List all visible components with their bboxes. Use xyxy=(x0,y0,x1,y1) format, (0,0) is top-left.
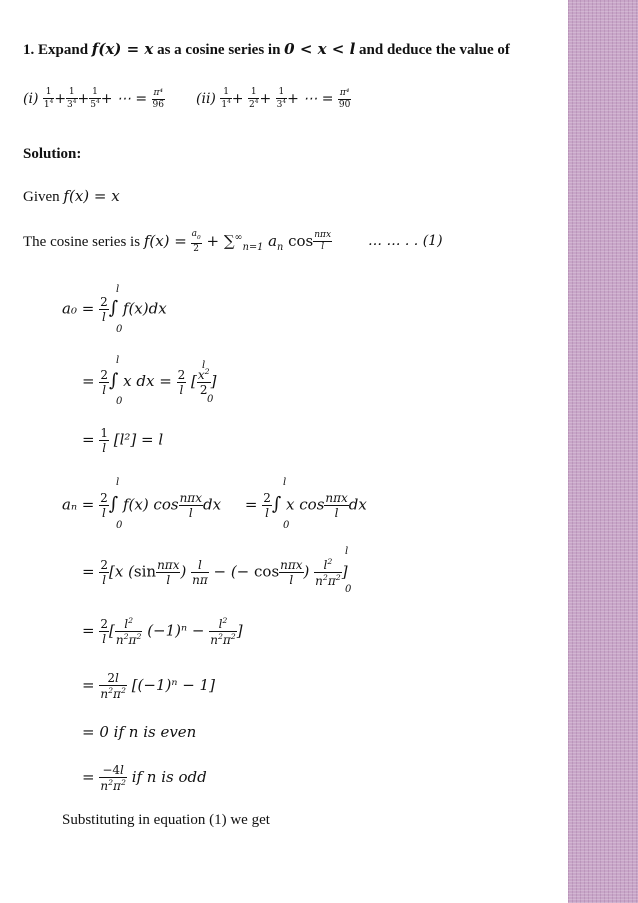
an-step-2: = $\frac{2}{l}$ [x (sin $\frac{\text{nπx}}{l}$ ) $\frac{l}{n\pi}$ − (− cos $\frac{\text{nπx}}{l}$ ) $\frac{l^2}{n^2\pi^2}$ ] xyxy=(82,557,348,588)
part-i-result-den: 96 xyxy=(152,99,164,110)
given-line xyxy=(23,187,120,206)
an-integrand-x: x cos xyxy=(286,495,325,514)
part-ii-result-num: π⁴ xyxy=(339,87,350,98)
part-ii-label: (ii) xyxy=(196,91,216,107)
a0-integrand-x: x dx = xyxy=(123,372,172,390)
question-number: 1. xyxy=(23,42,35,58)
an-step-4-bracket: [(−1)ⁿ − 1] xyxy=(131,676,215,694)
an-odd: = $\frac{-4l}{n^2\pi^2}$ if n is odd xyxy=(82,763,207,793)
document-page: 1. Expand f(x) = x as a cosine series in 0 < x < l and deduce the value of (i) $\frac{1}{1^4}$ + $\frac{1}{3^4}$ + $\frac{1}{5^4}$ + ⋯ = $\frac{\text{π⁴}}{96}$ (ii) $\frac{1}{1^4}$ + $\frac{1}{2^4}$ + $\frac{1}{3^4}$ + ⋯ = $\frac{\text{π⁴}}{90}$ Solution: Given f(x) = x The cosine series is f(x) = $\frac{a_0}{2}$ + $\sum^\infty_{n=1}$ $a_n$ cos $\frac{\text{nπx}}{l}$ … … . . (1) l 0 a₀ = $\frac{2}{l}$ ∫ f(x)dx l 0 l 0 = $\frac{2}{l}$ ∫ x dx = $\frac{2}{l}$ [ $\frac{x^2}{2}$ ] = $\frac{1}{l}$ [l²] = l l 0 l 0 aₙ = $\frac{2}{l}$ ∫ f(x) cos $\frac{\text{nπx}}{l}$ dx = $\frac{2}{l}$ ∫ x cos $\frac{\text{nπx}}{l}$ dx l 0 = $\frac{2}{l}$ [x (sin $\frac{\text{nπx}}{l}$ ) $\frac{l}{n\pi}$ − (− cos $\frac{\text{nπx}}{l}$ ) $\frac{l^2}{n^2\pi^2}$ ] = $\frac{2}{l}$ [ $\frac{l^2}{n^2\pi^2}$ (−1)ⁿ − $\frac{l^2}{n^2\pi^2}$ ] = $\frac{2l}{n^2\pi^2}$ [(−1)ⁿ − 1] = 0 if n is even = $\frac{-4l}{n^2\pi^2}$ if n is odd Substituting in equation (1) we get xyxy=(0,0,568,903)
series-expr-lhs: f(x) = xyxy=(143,231,187,250)
part-ii-result-den: 90 xyxy=(338,99,351,110)
an-step-1: aₙ = $\frac{2}{l}$ ∫ f(x) cos $\frac{\text{nπx}}{l}$ dx = $\frac{2}{l}$ ∫ x cos $\frac{\text{nπx}}{l}$ dx xyxy=(62,491,367,520)
closing-text: Substituting in equation (1) we get xyxy=(62,812,270,828)
question-text-c: and deduce the value of xyxy=(359,42,510,58)
series-text: The cosine series is xyxy=(23,233,141,250)
question-line xyxy=(23,40,510,59)
question-text-a: Expand xyxy=(38,42,89,58)
decorative-side-stripe xyxy=(568,0,638,903)
part-i-label: (i) xyxy=(23,91,39,107)
an-step-3: = $\frac{2}{l}$ [ $\frac{l^2}{n^2\pi^2}$ (−1)ⁿ − $\frac{l^2}{n^2\pi^2}$ ] xyxy=(82,616,243,647)
a0-step-3: = $\frac{1}{l}$ [l²] = l xyxy=(82,426,164,455)
equation-ref: … … . . (1) xyxy=(368,233,443,249)
a0-lhs: a₀ xyxy=(62,299,77,318)
question-range: 0 < x < l xyxy=(284,40,356,58)
a0-step-1: a₀ = $\frac{2}{l}$ ∫ f(x)dx xyxy=(62,295,167,324)
an-integrand: f(x) cos xyxy=(122,495,179,514)
part-i-result-num: π⁴ xyxy=(153,87,163,98)
an-step-4: = $\frac{2l}{n^2\pi^2}$ [(−1)ⁿ − 1] xyxy=(82,671,215,701)
a0-result: [l²] = l xyxy=(113,430,164,449)
an-step-3-mid: (−1)ⁿ − xyxy=(147,621,205,640)
question-fx: f(x) = x xyxy=(91,40,154,58)
question-text-b: as a cosine series in xyxy=(157,42,281,58)
part-ii: (ii) $\frac{1}{1^4}$ + $\frac{1}{2^4}$ + $\frac{1}{3^4}$ + ⋯ = $\frac{\text{π⁴}}{90}$ xyxy=(196,87,351,110)
solution-label: Solution xyxy=(23,146,77,162)
given-expr: f(x) = x xyxy=(63,187,120,205)
an-even: = 0 if n is even xyxy=(82,723,197,741)
a0-integrand: f(x)dx xyxy=(122,299,167,318)
part-i: (i) $\frac{1}{1^4}$ + $\frac{1}{3^4}$ + $\frac{1}{5^4}$ + ⋯ = $\frac{\text{π⁴}}{96}$ xyxy=(23,87,164,110)
solution-heading: Solution: xyxy=(23,146,82,162)
an-odd-text: if n is odd xyxy=(131,768,207,786)
a0-step-2: = $\frac{2}{l}$ ∫ x dx = $\frac{2}{l}$ [ $\frac{x^2}{2}$ ] xyxy=(82,367,217,397)
series-line: The cosine series is f(x) = $\frac{a_0}{2}$ + $\sum^\infty_{n=1}$ $a_n$ cos $\frac{\text{nπx}}{l}$ xyxy=(23,229,332,254)
an-lhs: aₙ xyxy=(62,495,78,514)
given-text: Given xyxy=(23,189,60,205)
